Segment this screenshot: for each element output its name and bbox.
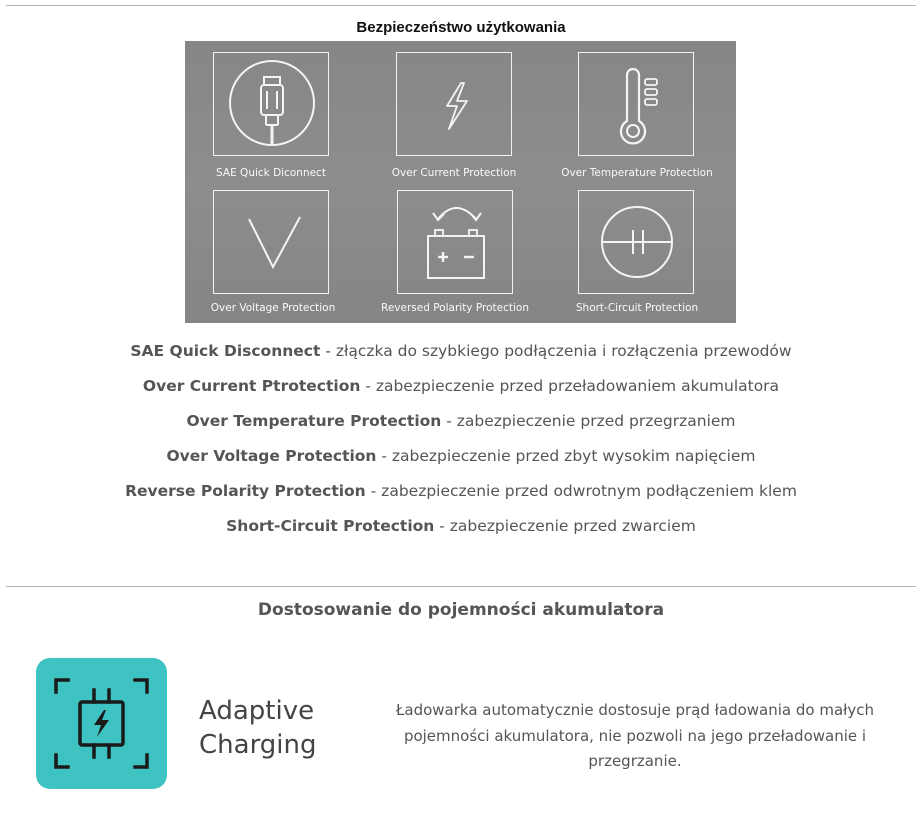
short-circuit-icon — [579, 191, 695, 295]
feature-name: SAE Quick Disconnect — [130, 342, 321, 360]
safety-section-title: Bezpieczeństwo użytkowania — [356, 19, 566, 36]
protection-icons-panel — [185, 41, 736, 323]
feature-desc: - zabezpieczenie przed zwarciem — [434, 517, 696, 535]
adaptive-charging-chip-icon — [36, 658, 167, 789]
feature-name: Over Current Ptrotection — [142, 377, 361, 395]
check-v-icon — [214, 191, 330, 295]
description-line: pojemności akumulatora, nie pozwoli na jego przeładowanie i — [403, 726, 867, 745]
feature-line-over-temperature — [0, 412, 922, 430]
feature-desc: - zabezpieczenie przed przeładowaniem akumulatora — [360, 377, 780, 395]
feature-line-sae — [0, 342, 922, 360]
tile-over-current — [396, 52, 512, 156]
capacity-section-title: Dostosowanie do pojemności akumulatora — [257, 600, 665, 620]
tile-caption: SAE Quick Diconnect — [216, 167, 326, 179]
lightning-icon — [397, 53, 513, 157]
section-divider — [6, 586, 916, 587]
tile-over-voltage — [213, 190, 329, 294]
adaptive-charging-label — [199, 694, 317, 762]
tile-sae-quick-disconnect — [213, 52, 329, 156]
feature-line-short-circuit — [0, 517, 922, 535]
tile-over-temperature — [578, 52, 694, 156]
feature-name: Over Voltage Protection — [166, 447, 377, 465]
description-line: Ładowarka automatycznie dostosuje prąd ładowania do małych — [395, 701, 875, 719]
sae-connector-icon — [214, 53, 330, 157]
label-line: Charging — [199, 730, 317, 760]
feature-line-over-voltage — [0, 447, 922, 465]
feature-name: Short-Circuit Protection — [226, 517, 435, 535]
tile-caption: Over Voltage Protection — [210, 302, 336, 314]
feature-name: Reverse Polarity Protection — [125, 482, 366, 500]
feature-line-over-current — [0, 377, 922, 395]
adaptive-charging-badge — [36, 658, 167, 789]
feature-desc: - zabezpieczenie przed przegrzaniem — [441, 412, 736, 430]
thermometer-icon — [579, 53, 695, 157]
tile-caption: Reversed Polarity Protection — [381, 302, 529, 314]
tile-caption: Short-Circuit Protection — [575, 302, 699, 314]
tile-short-circuit — [578, 190, 694, 294]
adaptive-charging-description — [370, 698, 900, 775]
feature-name: Over Temperature Protection — [186, 412, 442, 430]
feature-line-reverse-polarity — [0, 482, 922, 500]
feature-desc: - zabezpieczenie przed zbyt wysokim napięciem — [376, 447, 756, 465]
feature-desc: - zabezpieczenie przed odwrotnym podłączeniem klem — [365, 482, 797, 500]
tile-reversed-polarity — [397, 190, 513, 294]
feature-desc: - złączka do szybkiego podłączenia i rozłączenia przewodów — [320, 342, 792, 360]
top-divider — [6, 5, 916, 6]
tile-caption: Over Current Protection — [391, 167, 517, 179]
label-line: Adaptive — [199, 696, 315, 726]
battery-polarity-icon — [398, 191, 514, 295]
tile-caption: Over Temperature Protection — [561, 167, 713, 179]
description-line: przegrzanie. — [588, 752, 682, 770]
